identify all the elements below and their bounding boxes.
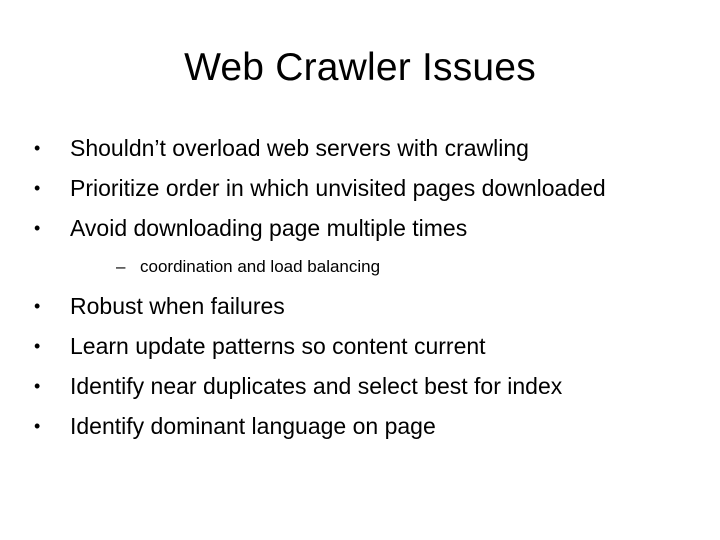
bullet-item [34,366,694,406]
bullet-marker: • [34,218,41,238]
bullet-text: Identify dominant language on page [70,413,436,439]
bullet-text: Shouldn’t overload web servers with crawling [70,135,529,161]
bullet-marker: • [34,296,41,316]
bullet-item [34,168,694,208]
bullet-item [34,128,694,168]
bullet-text: Avoid downloading page multiple times [70,215,468,241]
bullet-item [34,208,694,248]
sub-bullet-item [76,248,694,286]
bullet-text: Robust when failures [70,293,285,319]
bullet-text: Prioritize order in which unvisited pages downloaded [70,175,606,201]
bullet-item [34,406,694,446]
bullet-marker: • [34,416,41,436]
bullet-item [34,286,694,326]
bullet-text: Learn update patterns so content current [70,333,486,359]
slide-title: Web Crawler Issues [184,46,536,89]
bullet-item [34,326,694,366]
sub-bullet-text: coordination and load balancing [140,257,381,276]
bullet-marker: • [34,336,41,356]
bullet-list [34,128,694,446]
bullet-marker: • [34,178,41,198]
bullet-text: Identify near duplicates and select best for index [70,373,563,399]
bullet-marker: • [34,138,41,158]
sub-bullet-marker: – [116,257,126,276]
bullet-marker: • [34,376,41,396]
